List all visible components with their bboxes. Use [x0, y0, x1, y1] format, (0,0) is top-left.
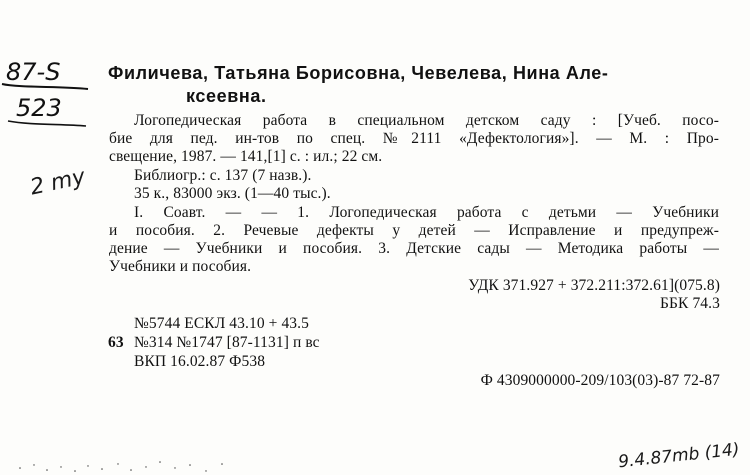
subject-line: I. Соавт. — — 1. Логопедическая работа с детьми — Учебники [134, 204, 719, 221]
card-heading-line2: ксеевна. [186, 86, 267, 106]
card-heading-line1: Филичева, Татьяна Борисовна, Чевелева, Нина Але- [108, 63, 609, 83]
shelf-mark-line1: 87-S [6, 58, 61, 86]
subject-line: Учебники и пособия. [109, 258, 252, 275]
subject-line: и пособия. 2. Речевые дефекты у детей — Исправление и предупреж- [109, 222, 719, 239]
subject-line: дение — Учебники и пособия. 3. Детские сады — Методика работы — [109, 240, 719, 257]
index-code: Ф 4309000000-209/103(03)-87 72-87 [480, 372, 720, 389]
bbk-code: ББК 74.3 [660, 295, 720, 312]
registration-code-line3: ВКП 16.02.87 Ф538 [134, 353, 266, 370]
bibliography-note: Библиогр.: с. 137 (7 назв.). [134, 167, 312, 184]
description-line: свещение, 1987. — 141,[1] с. : ил.; 22 см. [109, 148, 383, 165]
udk-code: УДК 371.927 + 372.211:372.61](075.8) [468, 277, 720, 294]
description-line: бие для пед. ин-тов по спец. №2111 «Дефектология»]. — М. : Про- [109, 130, 719, 147]
scan-noise [0, 440, 250, 475]
registration-code-line2: №314 №1747 [87-1131] п вс [134, 334, 320, 351]
handwritten-note: 2 my [28, 164, 88, 201]
price-note: 35 к., 83000 экз. (1—40 тыс.). [134, 185, 331, 202]
registration-code-line1: №5744 ЕСКЛ 43.10 + 43.5 [134, 315, 309, 332]
shelf-mark-line2: 523 [16, 94, 62, 122]
handwritten-shelf-mark [0, 58, 90, 128]
description-line: Логопедическая работа в специальном детском саду : [Учеб. посо- [134, 112, 719, 129]
registration-prefix: 63 [108, 334, 124, 351]
bottom-handwriting: 9.4.87mb (14) [617, 439, 741, 473]
